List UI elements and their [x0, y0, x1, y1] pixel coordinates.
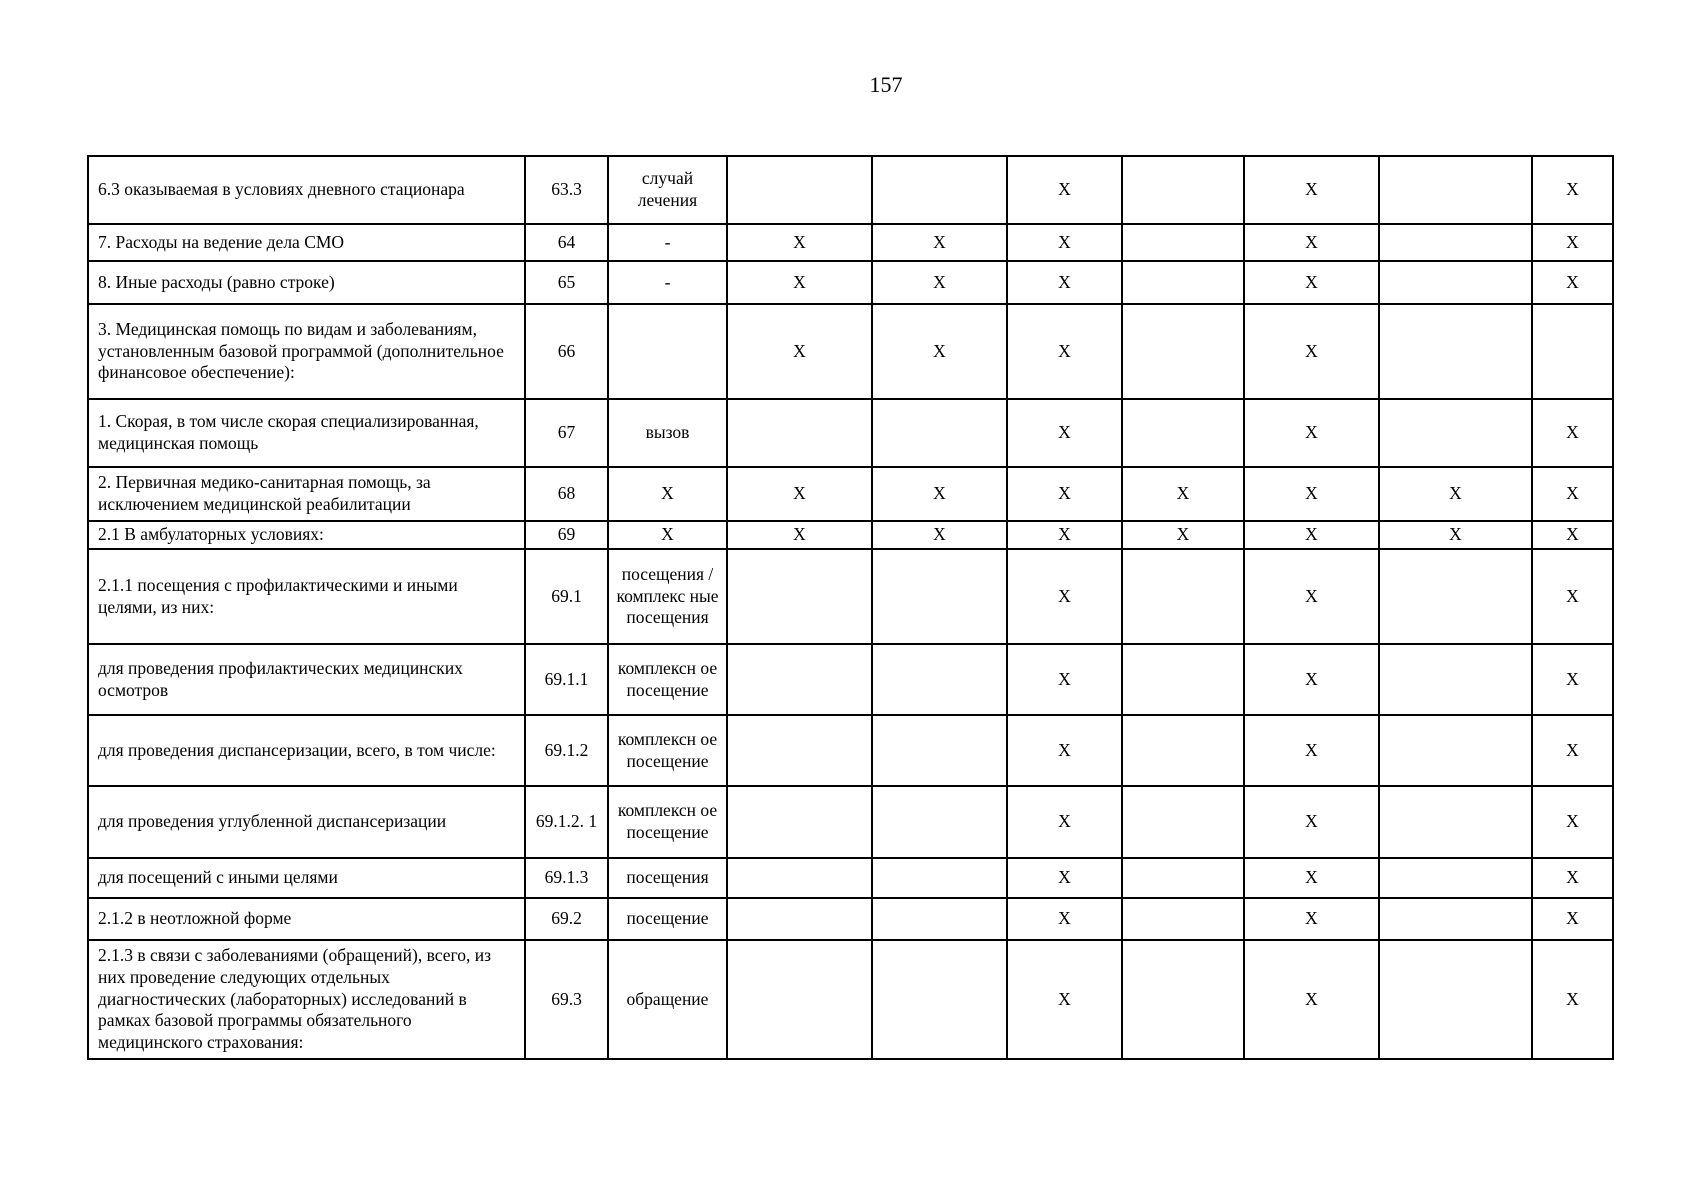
row-code: 69.1.2. 1: [525, 786, 608, 858]
row-cell: Х: [1122, 467, 1244, 521]
row-cell: [1379, 261, 1532, 304]
row-cell: Х: [1122, 521, 1244, 549]
row-code: 69.1.3: [525, 858, 608, 898]
row-cell: [727, 715, 872, 786]
row-cell: Х: [1007, 304, 1122, 399]
row-cell: Х: [1007, 399, 1122, 467]
row-cell: [1379, 224, 1532, 261]
row-cell: [1122, 399, 1244, 467]
row-cell: Х: [1244, 786, 1379, 858]
row-cell: Х: [1532, 224, 1613, 261]
row-cell: [1122, 261, 1244, 304]
row-cell: Х: [872, 304, 1007, 399]
row-cell: Х: [1532, 467, 1613, 521]
row-code: 69.1: [525, 549, 608, 644]
row-cell: Х: [1007, 940, 1122, 1059]
row-unit: комплексн ое посещение: [608, 786, 727, 858]
row-unit: случай лечения: [608, 156, 727, 224]
row-cell: [872, 858, 1007, 898]
row-code: 69.3: [525, 940, 608, 1059]
row-cell: [1122, 549, 1244, 644]
table-row: [88, 898, 1613, 940]
row-name: для проведения углубленной диспансеризации: [88, 786, 525, 858]
row-unit: посещение: [608, 898, 727, 940]
row-cell: [727, 549, 872, 644]
row-cell: [1122, 224, 1244, 261]
row-cell: [1379, 786, 1532, 858]
row-cell: [872, 898, 1007, 940]
row-cell: [1122, 304, 1244, 399]
page-number: 157: [869, 72, 903, 97]
financing-table: [87, 155, 1614, 1060]
row-name: 8. Иные расходы (равно строке): [88, 261, 525, 304]
row-cell: Х: [1007, 521, 1122, 549]
row-cell: [1379, 156, 1532, 224]
row-cell: [1122, 156, 1244, 224]
row-cell: [872, 715, 1007, 786]
row-unit: посещения: [608, 858, 727, 898]
row-cell: [1379, 304, 1532, 399]
row-unit: посещения /комплекс ные посещения: [608, 549, 727, 644]
row-cell: Х: [1007, 715, 1122, 786]
row-cell: Х: [1244, 858, 1379, 898]
row-unit: Х: [608, 521, 727, 549]
row-cell: Х: [1532, 858, 1613, 898]
row-name: 2.1.1 посещения с профилактическими и иными целями, из них:: [88, 549, 525, 644]
row-cell: Х: [1244, 261, 1379, 304]
row-cell: Х: [1244, 304, 1379, 399]
row-cell: [1122, 858, 1244, 898]
row-name: 7. Расходы на ведение дела СМО: [88, 224, 525, 261]
row-cell: [727, 399, 872, 467]
row-cell: Х: [1007, 786, 1122, 858]
table-row: [88, 644, 1613, 715]
row-cell: [1122, 715, 1244, 786]
row-cell: [727, 644, 872, 715]
row-cell: [1122, 898, 1244, 940]
row-code: 69.1.2: [525, 715, 608, 786]
row-cell: [1379, 858, 1532, 898]
row-cell: [1379, 898, 1532, 940]
table-row: [88, 261, 1613, 304]
row-cell: Х: [727, 261, 872, 304]
row-cell: [872, 940, 1007, 1059]
row-cell: Х: [1532, 156, 1613, 224]
row-cell: Х: [1007, 644, 1122, 715]
row-cell: Х: [1244, 644, 1379, 715]
row-name: 1. Скорая, в том числе скорая специализированная, медицинская помощь: [88, 399, 525, 467]
row-cell: [727, 786, 872, 858]
row-cell: Х: [1379, 521, 1532, 549]
row-unit: [608, 304, 727, 399]
table-row: [88, 304, 1613, 399]
row-cell: [727, 858, 872, 898]
row-cell: Х: [1532, 521, 1613, 549]
row-cell: Х: [1007, 898, 1122, 940]
row-name: для посещений с иными целями: [88, 858, 525, 898]
row-cell: Х: [1244, 467, 1379, 521]
row-unit: -: [608, 224, 727, 261]
row-unit: вызов: [608, 399, 727, 467]
table-row: [88, 399, 1613, 467]
row-cell: Х: [1532, 715, 1613, 786]
row-name: 2. Первичная медико-санитарная помощь, за исключением медицинской реабилитации: [88, 467, 525, 521]
row-cell: Х: [1379, 467, 1532, 521]
row-cell: [1379, 940, 1532, 1059]
row-cell: Х: [727, 521, 872, 549]
row-cell: Х: [727, 467, 872, 521]
row-code: 67: [525, 399, 608, 467]
table-row: [88, 224, 1613, 261]
row-unit: -: [608, 261, 727, 304]
row-cell: Х: [727, 304, 872, 399]
row-cell: Х: [1007, 467, 1122, 521]
table-row: [88, 521, 1613, 549]
row-cell: Х: [1007, 261, 1122, 304]
row-cell: Х: [1007, 156, 1122, 224]
row-unit: комплексн ое посещение: [608, 715, 727, 786]
row-code: 69: [525, 521, 608, 549]
table-row: [88, 786, 1613, 858]
row-name: 2.1.3 в связи с заболеваниями (обращений), всего, из них проведение следующих отдельных диагностических (лабораторных) исследований в рамках базовой программы обязательного медицинского страхования:: [88, 940, 525, 1059]
row-code: 63.3: [525, 156, 608, 224]
row-cell: [1532, 304, 1613, 399]
row-cell: [1379, 549, 1532, 644]
row-cell: Х: [872, 467, 1007, 521]
row-cell: Х: [1532, 399, 1613, 467]
row-code: 69.2: [525, 898, 608, 940]
row-code: 65: [525, 261, 608, 304]
row-name: 6.3 оказываемая в условиях дневного стационара: [88, 156, 525, 224]
row-code: 68: [525, 467, 608, 521]
row-cell: [1122, 940, 1244, 1059]
row-cell: [872, 786, 1007, 858]
row-cell: Х: [1532, 898, 1613, 940]
row-code: 66: [525, 304, 608, 399]
row-cell: Х: [1532, 261, 1613, 304]
row-cell: [727, 940, 872, 1059]
row-cell: Х: [1532, 940, 1613, 1059]
row-cell: [1379, 644, 1532, 715]
row-cell: Х: [1007, 549, 1122, 644]
row-cell: Х: [1532, 644, 1613, 715]
row-cell: Х: [1244, 898, 1379, 940]
row-cell: [727, 898, 872, 940]
row-cell: [1379, 715, 1532, 786]
row-cell: [872, 399, 1007, 467]
row-cell: Х: [1244, 549, 1379, 644]
row-cell: Х: [872, 224, 1007, 261]
row-cell: Х: [1244, 399, 1379, 467]
row-cell: Х: [1532, 549, 1613, 644]
row-cell: Х: [872, 261, 1007, 304]
row-name: для проведения профилактических медицинских осмотров: [88, 644, 525, 715]
row-cell: Х: [1244, 940, 1379, 1059]
row-cell: Х: [872, 521, 1007, 549]
table-row: [88, 549, 1613, 644]
row-cell: Х: [1244, 715, 1379, 786]
table-row: [88, 715, 1613, 786]
row-cell: [872, 156, 1007, 224]
table-row: [88, 940, 1613, 1059]
row-cell: [1122, 786, 1244, 858]
row-cell: Х: [1007, 224, 1122, 261]
table-row: [88, 156, 1613, 224]
row-name: 2.1.2 в неотложной форме: [88, 898, 525, 940]
row-code: 64: [525, 224, 608, 261]
row-cell: [1379, 399, 1532, 467]
row-cell: Х: [727, 224, 872, 261]
row-name: 2.1 В амбулаторных условиях:: [88, 521, 525, 549]
table-row: [88, 467, 1613, 521]
row-name: 3. Медицинская помощь по видам и заболеваниям, установленным базовой программой (дополнительное финансовое обеспечение):: [88, 304, 525, 399]
row-code: 69.1.1: [525, 644, 608, 715]
row-cell: [872, 549, 1007, 644]
row-cell: [872, 644, 1007, 715]
row-unit: комплексн ое посещение: [608, 644, 727, 715]
row-cell: [727, 156, 872, 224]
row-unit: Х: [608, 467, 727, 521]
row-cell: Х: [1532, 786, 1613, 858]
row-cell: [1122, 644, 1244, 715]
table-row: [88, 858, 1613, 898]
row-cell: Х: [1244, 224, 1379, 261]
row-cell: Х: [1007, 858, 1122, 898]
row-name: для проведения диспансеризации, всего, в том числе:: [88, 715, 525, 786]
row-cell: Х: [1244, 521, 1379, 549]
row-cell: Х: [1244, 156, 1379, 224]
row-unit: обращение: [608, 940, 727, 1059]
